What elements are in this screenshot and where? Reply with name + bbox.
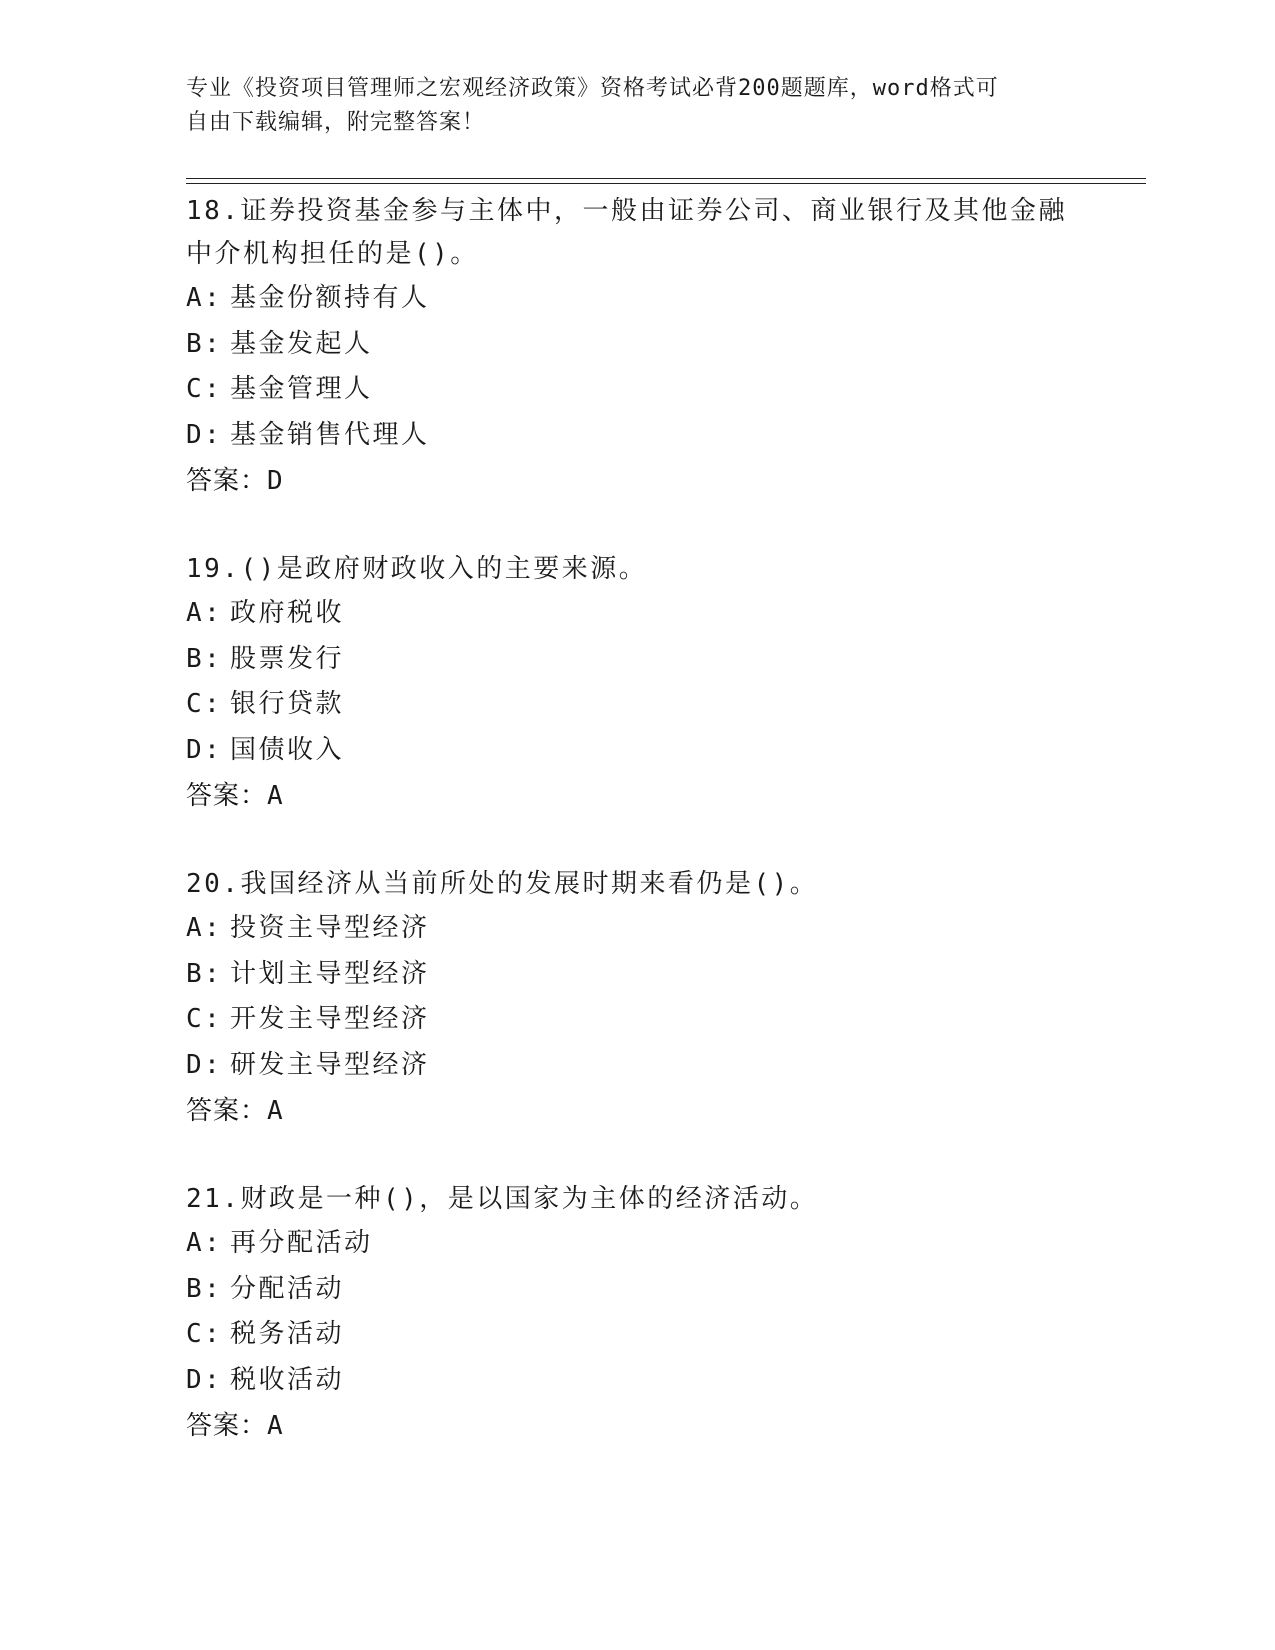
- option-text: 研发主导型经济: [230, 1049, 430, 1080]
- header-divider-top: [186, 178, 1146, 179]
- option-key: D:: [186, 419, 223, 450]
- option-key: D:: [186, 1049, 223, 1080]
- option-text: 国债收入: [230, 734, 345, 765]
- answer-value: A: [267, 781, 284, 811]
- option-text: 基金销售代理人: [230, 419, 430, 450]
- option-d: [186, 1358, 1086, 1404]
- option-d: [186, 413, 1086, 459]
- question-stem-line: 18.证券投资基金参与主体中，一般由证券公司、商业银行及其他金融: [186, 196, 1067, 226]
- option-key: B:: [186, 1273, 223, 1304]
- option-text: 税收活动: [230, 1364, 345, 1395]
- option-d: [186, 728, 1086, 774]
- option-text: 计划主导型经济: [230, 958, 430, 989]
- option-text: 再分配活动: [230, 1228, 373, 1258]
- option-b: [186, 637, 1086, 683]
- option-key: B:: [186, 643, 223, 674]
- option-c: [186, 682, 1086, 728]
- answer-label: 答案：: [186, 1096, 268, 1126]
- option-b: [186, 952, 1086, 998]
- option-text: 税务活动: [230, 1319, 345, 1349]
- question-stem-line: 19.()是政府财政收入的主要来源。: [186, 554, 648, 584]
- option-key: B:: [186, 328, 223, 359]
- option-key: A:: [186, 283, 223, 313]
- option-text: 股票发行: [230, 643, 345, 674]
- option-c: [186, 997, 1086, 1043]
- option-text: 政府税收: [230, 598, 345, 628]
- answer-line: [186, 458, 1086, 504]
- option-a: [186, 276, 1086, 322]
- question-item: [186, 1178, 1086, 1449]
- option-text: 基金管理人: [230, 374, 373, 404]
- option-a: [186, 591, 1086, 637]
- option-key: A:: [186, 1228, 223, 1258]
- option-d: [186, 1043, 1086, 1089]
- answer-label: 答案：: [186, 466, 268, 496]
- answer-value: A: [267, 1411, 284, 1441]
- question-item: [186, 863, 1086, 1134]
- header-line-2: 自由下载编辑，附完整答案！: [186, 110, 486, 135]
- option-c: [186, 1312, 1086, 1358]
- question-item: [186, 548, 1086, 819]
- option-a: [186, 906, 1086, 952]
- option-text: 开发主导型经济: [230, 1004, 430, 1034]
- answer-line: [186, 773, 1086, 819]
- option-key: C:: [186, 374, 223, 404]
- question-stem-line: 20.我国经济从当前所处的发展时期来看仍是()。: [186, 869, 819, 899]
- option-text: 基金份额持有人: [230, 283, 430, 313]
- option-key: C:: [186, 1319, 223, 1349]
- answer-value: D: [267, 466, 284, 496]
- answer-line: [186, 1403, 1086, 1449]
- answer-line: [186, 1088, 1086, 1134]
- option-text: 银行贷款: [230, 689, 345, 719]
- question-list: [186, 190, 1086, 1493]
- answer-value: A: [267, 1096, 284, 1126]
- question-item: [186, 190, 1086, 504]
- option-b: [186, 1267, 1086, 1313]
- option-text: 投资主导型经济: [230, 913, 430, 943]
- option-b: [186, 322, 1086, 368]
- document-header: [186, 72, 1066, 140]
- option-c: [186, 367, 1086, 413]
- option-key: A:: [186, 598, 223, 628]
- option-a: [186, 1221, 1086, 1267]
- option-text: 基金发起人: [230, 328, 373, 359]
- option-key: B:: [186, 958, 223, 989]
- answer-label: 答案：: [186, 781, 268, 811]
- option-key: C:: [186, 689, 223, 719]
- question-stem-line: 中介机构担任的是()。: [186, 239, 479, 269]
- header-line-1: 专业《投资项目管理师之宏观经济政策》资格考试必背200题题库，word格式可: [186, 76, 999, 101]
- option-key: D:: [186, 734, 223, 765]
- option-key: C:: [186, 1004, 223, 1034]
- option-text: 分配活动: [230, 1273, 345, 1304]
- answer-label: 答案：: [186, 1411, 268, 1441]
- question-stem-line: 21.财政是一种()，是以国家为主体的经济活动。: [186, 1184, 819, 1214]
- option-key: D:: [186, 1364, 223, 1395]
- option-key: A:: [186, 913, 223, 943]
- header-divider-bottom: [186, 183, 1146, 184]
